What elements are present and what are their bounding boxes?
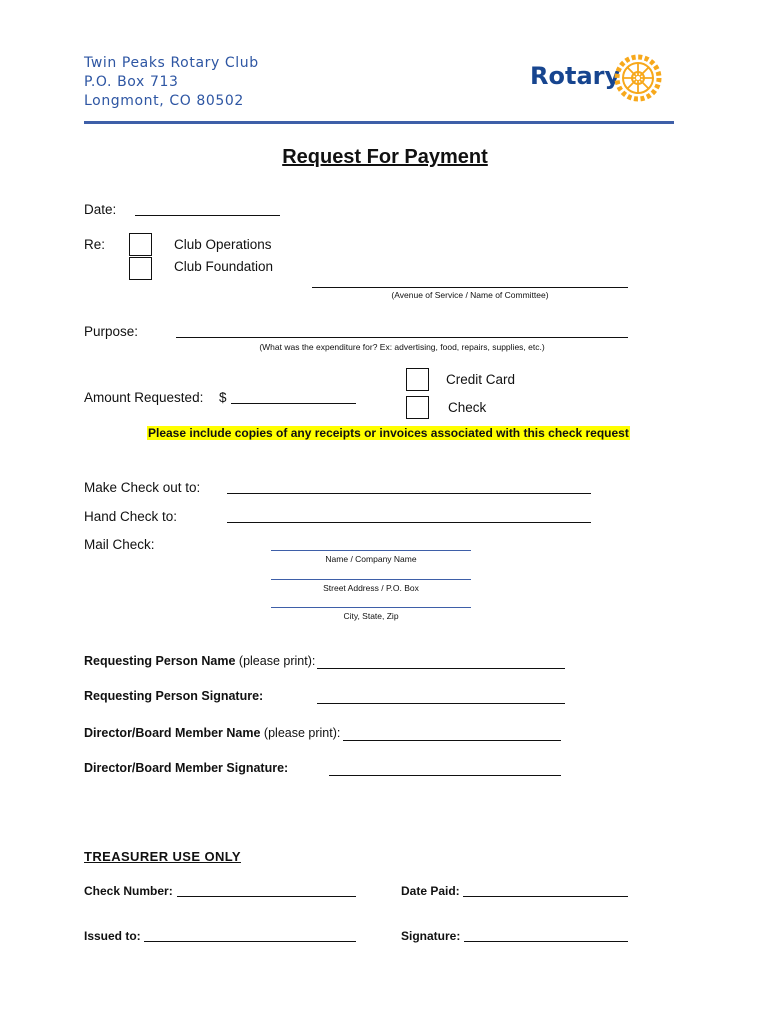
currency-symbol: $ bbox=[219, 390, 227, 405]
purpose-label: Purpose: bbox=[84, 324, 139, 339]
credit-card-label: Credit Card bbox=[446, 372, 516, 387]
check-number-field[interactable] bbox=[177, 896, 356, 897]
rotary-wheel-icon bbox=[612, 52, 664, 104]
director-signature-label: Director/Board Member Signature: bbox=[84, 761, 289, 775]
amount-label: Amount Requested: bbox=[84, 390, 204, 405]
org-city: Longmont, CO 80502 bbox=[84, 93, 244, 109]
requesting-name-label-rest: (please print): bbox=[235, 654, 316, 668]
hand-check-field[interactable] bbox=[227, 522, 591, 523]
date-field[interactable] bbox=[135, 215, 280, 216]
requesting-name-label bbox=[84, 654, 315, 668]
date-paid-field[interactable] bbox=[463, 896, 628, 897]
check-label: Check bbox=[448, 400, 487, 415]
issued-to-label: Issued to: bbox=[84, 929, 141, 943]
club-foundation-checkbox[interactable] bbox=[129, 257, 152, 280]
make-check-field[interactable] bbox=[227, 493, 591, 494]
purpose-field[interactable] bbox=[176, 337, 628, 338]
mail-city-caption: City, State, Zip bbox=[343, 611, 399, 621]
requesting-signature-field[interactable] bbox=[317, 703, 565, 704]
hand-check-label: Hand Check to: bbox=[84, 509, 178, 524]
org-name: Twin Peaks Rotary Club bbox=[84, 55, 259, 71]
amount-field[interactable] bbox=[231, 403, 356, 404]
make-check-label: Make Check out to: bbox=[84, 480, 201, 495]
purpose-caption: (What was the expenditure for? Ex: advertising, food, repairs, supplies, etc.) bbox=[259, 342, 545, 352]
mail-name-caption: Name / Company Name bbox=[325, 554, 417, 564]
director-name-label-rest: (please print): bbox=[260, 726, 341, 740]
treasurer-signature-label: Signature: bbox=[401, 929, 461, 943]
date-label: Date: bbox=[84, 202, 117, 217]
treasurer-heading: TREASURER USE ONLY bbox=[84, 849, 241, 864]
mail-name-field[interactable] bbox=[271, 550, 471, 551]
club-foundation-label: Club Foundation bbox=[174, 259, 274, 274]
requesting-name-label-bold: Requesting Person Name bbox=[84, 654, 236, 668]
receipts-notice: Please include copies of any receipts or invoices associated with this check request bbox=[148, 426, 629, 440]
avenue-field[interactable] bbox=[312, 287, 628, 288]
credit-card-checkbox[interactable] bbox=[406, 368, 429, 391]
check-checkbox[interactable] bbox=[406, 396, 429, 419]
avenue-caption: (Avenue of Service / Name of Committee) bbox=[391, 290, 549, 300]
rotary-logo-text: Rotary bbox=[530, 62, 621, 90]
mail-street-caption: Street Address / P.O. Box bbox=[323, 583, 419, 593]
check-number-label: Check Number: bbox=[84, 884, 173, 898]
director-name-label bbox=[84, 726, 340, 740]
re-label: Re: bbox=[84, 237, 106, 252]
requesting-signature-label: Requesting Person Signature: bbox=[84, 689, 264, 703]
issued-to-field[interactable] bbox=[144, 941, 356, 942]
director-name-field[interactable] bbox=[343, 740, 561, 741]
requesting-name-field[interactable] bbox=[317, 668, 565, 669]
org-po-box: P.O. Box 713 bbox=[84, 74, 179, 90]
date-paid-label: Date Paid: bbox=[401, 884, 460, 898]
director-signature-field[interactable] bbox=[329, 775, 561, 776]
mail-street-field[interactable] bbox=[271, 579, 471, 580]
director-name-label-bold: Director/Board Member Name bbox=[84, 726, 261, 740]
header-divider bbox=[84, 121, 674, 124]
rotary-logo bbox=[530, 52, 666, 106]
treasurer-signature-field[interactable] bbox=[464, 941, 628, 942]
mail-check-label: Mail Check: bbox=[84, 537, 155, 552]
org-address bbox=[84, 54, 259, 111]
mail-city-field[interactable] bbox=[271, 607, 471, 608]
club-operations-label: Club Operations bbox=[174, 237, 272, 252]
club-operations-checkbox[interactable] bbox=[129, 233, 152, 256]
form-title: Request For Payment bbox=[282, 146, 488, 168]
